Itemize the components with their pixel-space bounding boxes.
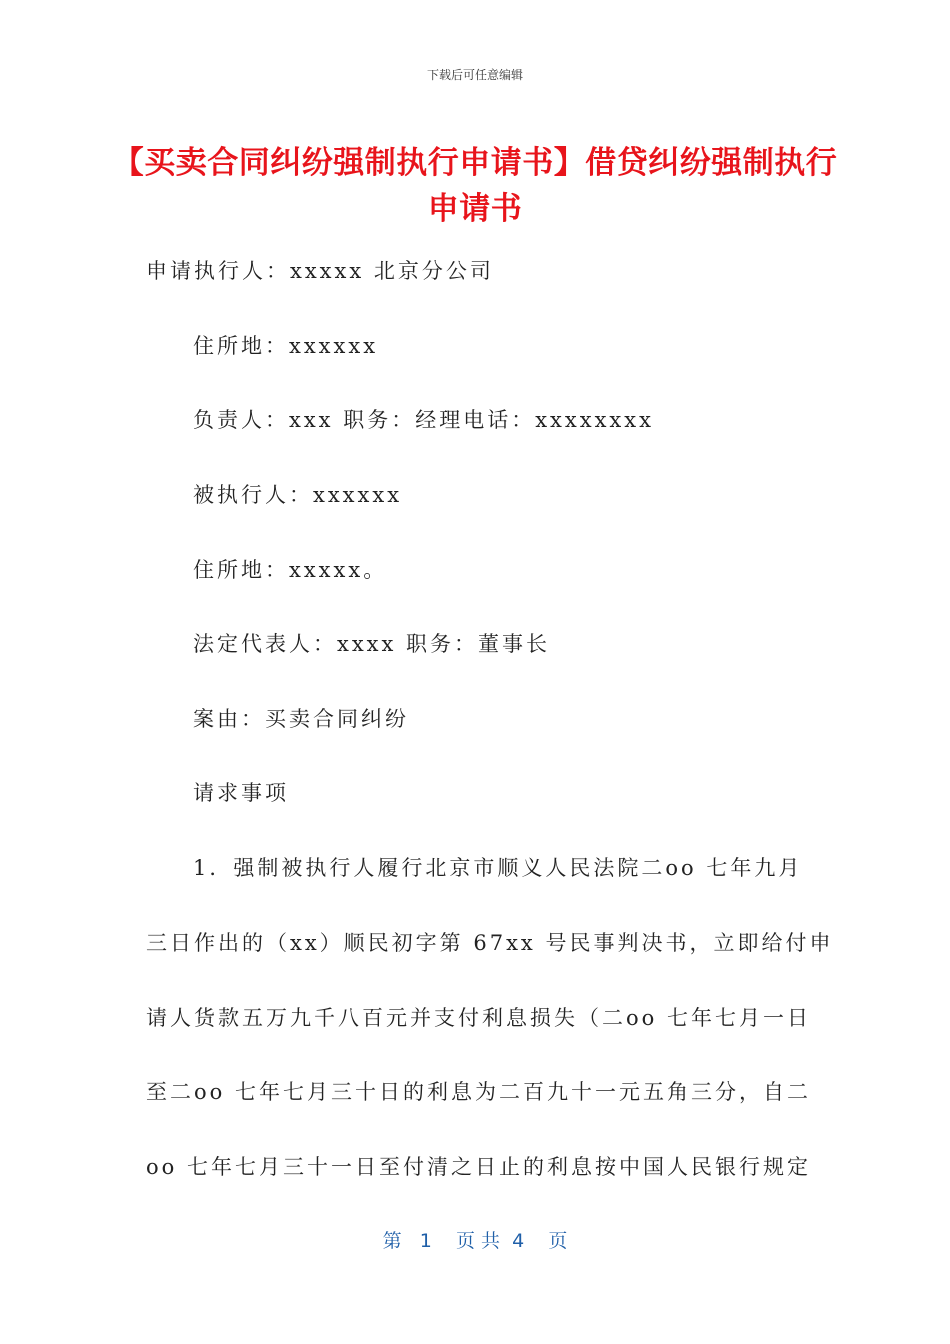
- document-title: 【买卖合同纠纷强制执行申请书】借贷纠纷强制执行申请书: [112, 145, 838, 227]
- claim-paragraph-line: 至二oo 七年七月三十日的利息为二百九十一元五角三分，自二: [146, 1080, 811, 1104]
- claim-paragraph-line: oo 七年七月三十一日至付清之日止的利息按中国人民银行规定: [146, 1155, 811, 1179]
- applicant-address-line: 住所地：xxxxxx: [193, 334, 379, 358]
- header-note: 下载后可任意编辑: [426, 68, 523, 82]
- responsible-person-line: 负责人：xxx 职务：经理电话：xxxxxxxx: [193, 408, 654, 432]
- respondent-line: 被执行人：xxxxxx: [193, 483, 403, 507]
- page-footer: 第 1 页 共 4 页: [382, 1230, 568, 1252]
- case-cause-line: 案由：买卖合同纠纷: [193, 707, 409, 731]
- claim-paragraph-line: 三日作出的（xx）顺民初字第 67xx 号民事判决书，立即给付申: [146, 931, 834, 955]
- claims-heading: 请求事项: [193, 781, 289, 805]
- applicant-line: 申请执行人：xxxxx 北京分公司: [146, 259, 494, 283]
- respondent-address-line: 住所地：xxxxx。: [193, 558, 388, 582]
- claim-paragraph-line: 1．强制被执行人履行北京市顺义人民法院二oo 七年九月: [193, 856, 803, 880]
- legal-representative-line: 法定代表人：xxxx 职务：董事长: [193, 632, 551, 656]
- claim-paragraph-line: 请人货款五万九千八百元并支付利息损失（二oo 七年七月一日: [146, 1006, 811, 1030]
